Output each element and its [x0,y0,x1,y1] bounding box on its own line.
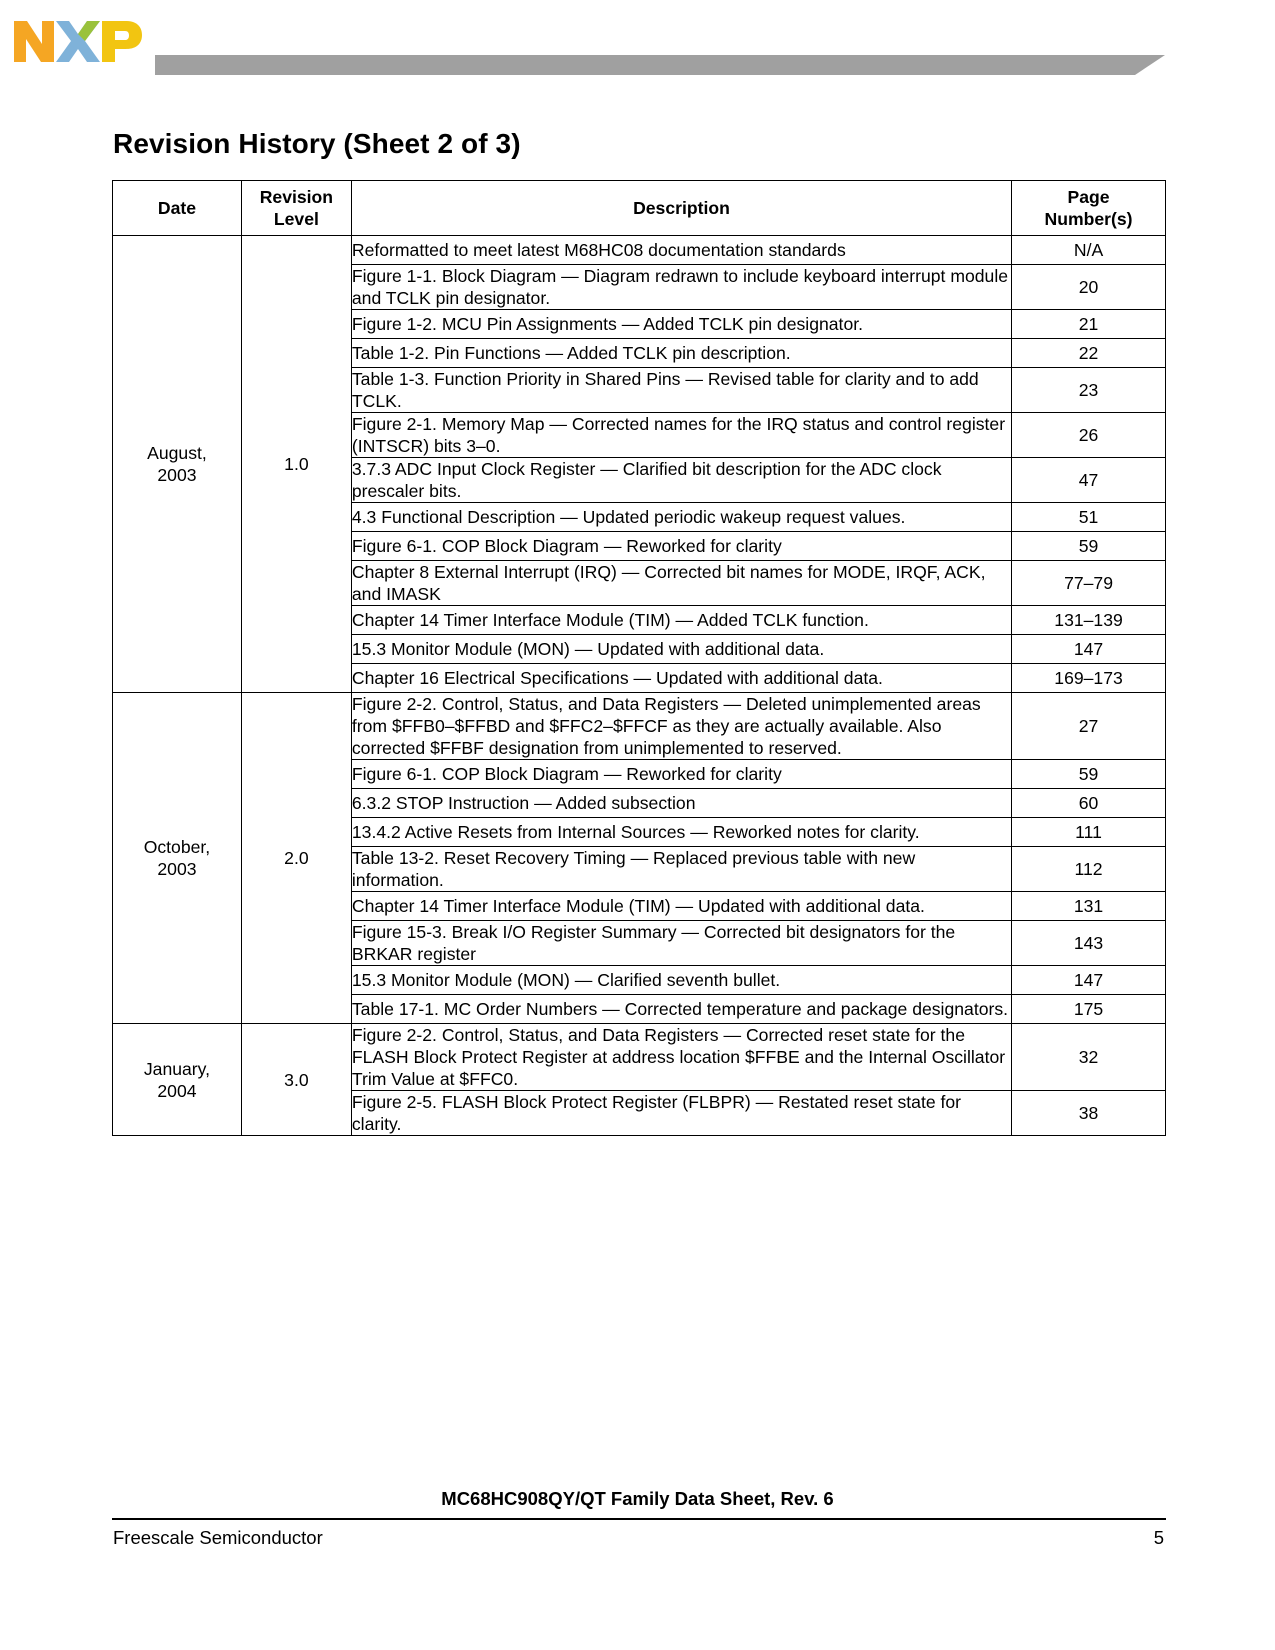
revision-description: Chapter 14 Timer Interface Module (TIM) — Updated with additional data. [351,892,1011,921]
revision-date [113,1024,242,1136]
revision-page-numbers: 147 [1012,635,1166,664]
revision-page-numbers: 147 [1012,966,1166,995]
revision-description: 3.7.3 ADC Input Clock Register — Clarified bit description for the ADC clock prescaler bits. [351,458,1011,503]
revision-date-text: August, 2003 [147,443,207,485]
revision-page-numbers: 131–139 [1012,606,1166,635]
revision-page-numbers: 32 [1012,1024,1166,1091]
revision-description: 6.3.2 STOP Instruction — Added subsection [351,789,1011,818]
table-header-row [113,181,1166,236]
revision-history-table [112,180,1166,1136]
revision-date [113,693,242,1024]
revision-page-numbers: 59 [1012,760,1166,789]
revision-level: 1.0 [241,236,351,693]
revision-description: Chapter 14 Timer Interface Module (TIM) — Added TCLK function. [351,606,1011,635]
revision-page-numbers: 26 [1012,413,1166,458]
revision-description: Table 1-3. Function Priority in Shared Pins — Revised table for clarity and to add TCLK. [351,368,1011,413]
revision-description: Figure 1-2. MCU Pin Assignments — Added TCLK pin designator. [351,310,1011,339]
col-header-date: Date [113,181,242,236]
revision-page-numbers: 21 [1012,310,1166,339]
revision-page-numbers: 112 [1012,847,1166,892]
nxp-logo [14,16,142,66]
revision-page-numbers: 60 [1012,789,1166,818]
col-header-page-numbers-label: Page Number(s) [1044,187,1133,229]
revision-description: Chapter 16 Electrical Specifications — Updated with additional data. [351,664,1011,693]
revision-date-text: January, 2004 [143,1058,211,1101]
col-header-revision-level-label: Revision Level [259,187,334,229]
revision-page-numbers: 143 [1012,921,1166,966]
revision-description: Figure 1-1. Block Diagram — Diagram redrawn to include keyboard interrupt module and TCLK pin designator. [351,265,1011,310]
revision-level: 3.0 [241,1024,351,1136]
revision-description: Figure 2-2. Control, Status, and Data Registers — Deleted unimplemented areas from $FFB0–$FFBD and $FFC2–$FFCF as they are actually available. Also corrected $FFBF designation from unimplemented to reserved. [351,693,1011,760]
revision-date [113,236,242,693]
revision-page-numbers: 47 [1012,458,1166,503]
revision-description: Figure 2-5. FLASH Block Protect Register (FLBPR) — Restated reset state for clarity. [351,1091,1011,1136]
revision-description: Figure 15-3. Break I/O Register Summary — Corrected bit designators for the BRKAR register [351,921,1011,966]
revision-page-numbers: 27 [1012,693,1166,760]
revision-description: Figure 6-1. COP Block Diagram — Reworked for clarity [351,532,1011,561]
revision-description: 4.3 Functional Description — Updated periodic wakeup request values. [351,503,1011,532]
revision-page-numbers: 23 [1012,368,1166,413]
footer-page-number: 5 [1153,1527,1164,1548]
revision-description: 13.4.2 Active Resets from Internal Sources — Reworked notes for clarity. [351,818,1011,847]
table-body [113,236,1166,1136]
page-title: Revision History (Sheet 2 of 3) [113,128,521,159]
revision-page-numbers: 169–173 [1012,664,1166,693]
revision-description: Figure 2-2. Control, Status, and Data Registers — Corrected reset state for the FLASH Block Protect Register at address location $FFBE and the Internal Oscillator Trim Value at $FFC0. [351,1024,1011,1091]
revision-page-numbers: 51 [1012,503,1166,532]
revision-description: Figure 6-1. COP Block Diagram — Reworked for clarity [351,760,1011,789]
header-bar [155,55,1165,75]
revision-page-numbers: 20 [1012,265,1166,310]
revision-page-numbers: 38 [1012,1091,1166,1136]
revision-page-numbers: 59 [1012,532,1166,561]
table-row [113,1024,1166,1091]
footer-company: Freescale Semiconductor [113,1527,323,1548]
revision-description: Figure 2-1. Memory Map — Corrected names for the IRQ status and control register (INTSCR) bits 3–0. [351,413,1011,458]
footer-doc-title: MC68HC908QY/QT Family Data Sheet, Rev. 6 [441,1488,834,1509]
revision-page-numbers: 77–79 [1012,561,1166,606]
revision-page-numbers: 22 [1012,339,1166,368]
revision-description: Reformatted to meet latest M68HC08 documentation standards [351,236,1011,265]
revision-description: Table 1-2. Pin Functions — Added TCLK pin description. [351,339,1011,368]
footer-rule [112,1518,1166,1520]
revision-description: Chapter 8 External Interrupt (IRQ) — Corrected bit names for MODE, IRQF, ACK, and IMASK [351,561,1011,606]
table-row [113,236,1166,265]
revision-date-text: October, 2003 [143,837,211,879]
table-row [113,693,1166,760]
revision-page-numbers: 111 [1012,818,1166,847]
revision-page-numbers: 175 [1012,995,1166,1024]
revision-description: Table 13-2. Reset Recovery Timing — Replaced previous table with new information. [351,847,1011,892]
revision-description: Table 17-1. MC Order Numbers — Corrected temperature and package designators. [351,995,1011,1024]
col-header-revision-level [241,181,351,236]
revision-page-numbers: N/A [1012,236,1166,265]
col-header-description: Description [351,181,1011,236]
col-header-page-numbers [1012,181,1166,236]
revision-description: 15.3 Monitor Module (MON) — Updated with additional data. [351,635,1011,664]
revision-level: 2.0 [241,693,351,1024]
revision-page-numbers: 131 [1012,892,1166,921]
revision-description: 15.3 Monitor Module (MON) — Clarified seventh bullet. [351,966,1011,995]
